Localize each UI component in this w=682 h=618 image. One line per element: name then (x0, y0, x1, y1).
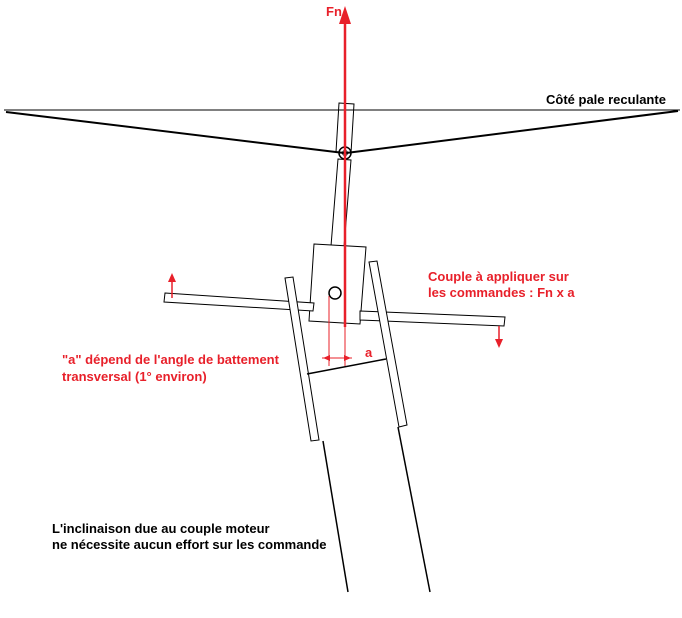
blade-right (346, 111, 678, 153)
dimension-a-head-right (344, 355, 351, 361)
retreating-blade-label: Côté pale reculante (546, 92, 666, 107)
motor-label-line1: L'inclinaison due au couple moteur (52, 521, 270, 536)
offset-symbol: a (365, 345, 373, 360)
torque-label-line2: les commandes : Fn x a (428, 285, 575, 300)
leg-right (398, 427, 430, 592)
frame-crossbar (307, 359, 386, 374)
force-label: Fn (326, 4, 342, 19)
torque-label-line1: Couple à appliquer sur (428, 269, 569, 284)
leg-left (323, 441, 348, 592)
offset-label-line2: transversal (1° environ) (62, 369, 207, 384)
frame-right (369, 261, 407, 427)
offset-label-line1: "a" dépend de l'angle de battement (62, 352, 279, 367)
rotor-shaft (331, 159, 351, 247)
blade-left (6, 112, 344, 153)
dimension-a-head-left (323, 355, 330, 361)
motor-label-line2: ne nécessite aucun effort sur les commande (52, 537, 327, 552)
control-arrow-up-head (168, 273, 176, 282)
control-box (309, 244, 366, 324)
control-arrow-down-head (495, 339, 503, 348)
